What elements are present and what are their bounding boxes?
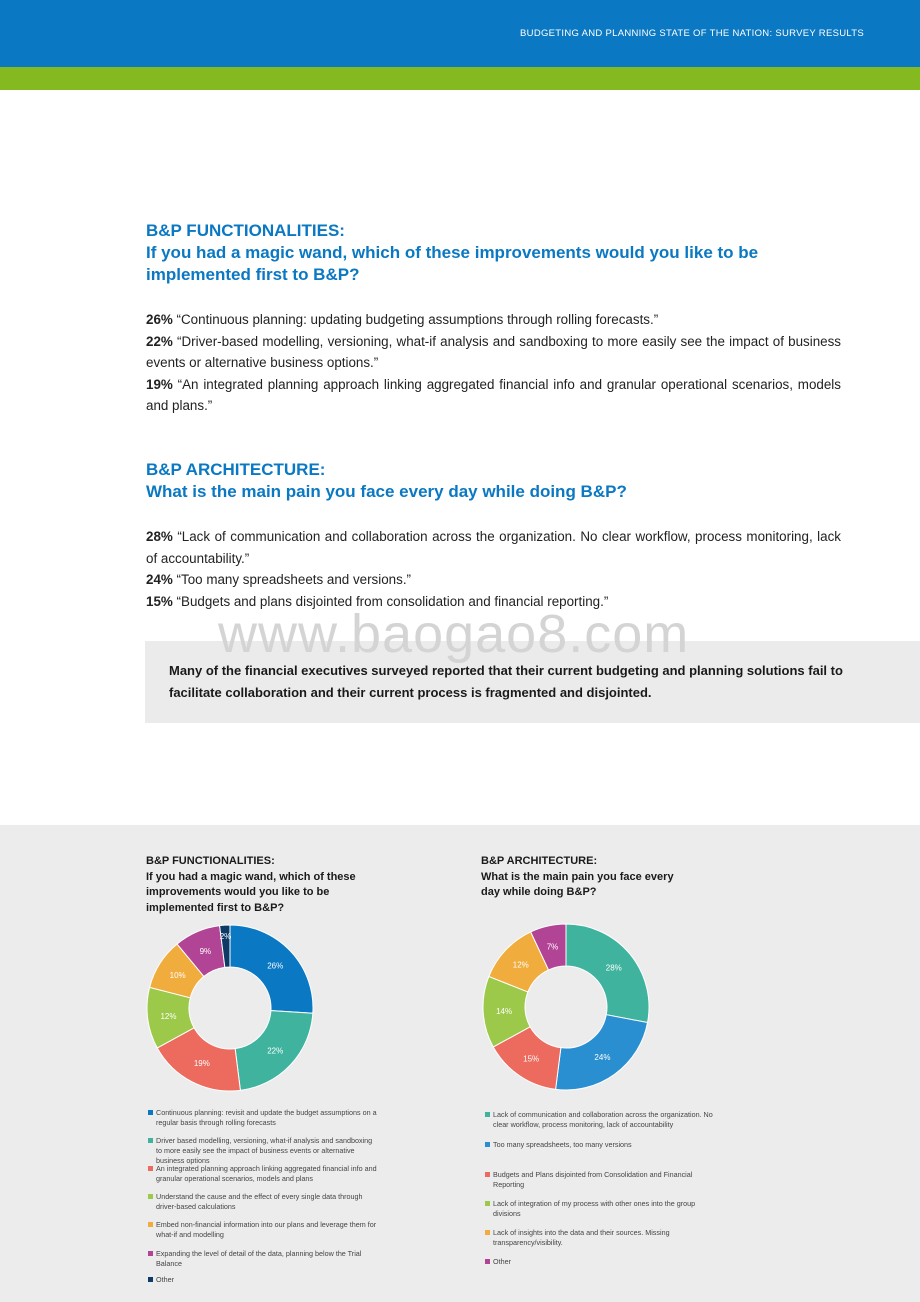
legend-item: [485, 1228, 715, 1248]
result-item: 22% “Driver-based modelling, versioning, what-if analysis and sandboxing to more easily see the impact of business events or alternative business options.”: [146, 333, 841, 371]
legend-swatch: [485, 1142, 490, 1147]
legend-label: Other: [493, 1257, 511, 1266]
slice-label: 10%: [169, 970, 186, 980]
slice-label: 22%: [267, 1046, 284, 1056]
functionalities-results: [146, 309, 841, 417]
legend-item: [148, 1275, 378, 1285]
slice-label: 19%: [193, 1059, 210, 1069]
functionalities-heading: B&P FUNCTIONALITIES:: [146, 221, 345, 240]
legend-label: Other: [156, 1275, 174, 1284]
legend-label: Embed non-financial information into our plans and leverage them for what-if and modelling: [156, 1220, 377, 1239]
charts-panel: [0, 825, 920, 1302]
legend-label: Lack of insights into the data and their sources. Missing transparency/visibility.: [493, 1228, 670, 1247]
watermark: www.baogao8.com: [218, 604, 690, 664]
slice-label: 2%: [219, 932, 232, 942]
legend-swatch: [148, 1277, 153, 1282]
legend-item: [485, 1170, 715, 1190]
legend-swatch: [148, 1138, 153, 1143]
document-title: BUDGETING AND PLANNING STATE OF THE NATION: SURVEY RESULTS: [520, 28, 864, 39]
slice-label: 12%: [512, 960, 529, 970]
functionalities-heading-block: [146, 220, 846, 286]
slice-label: 28%: [605, 963, 622, 973]
slice-label: 12%: [160, 1011, 177, 1021]
slice-label: 15%: [523, 1054, 540, 1064]
legend-swatch: [148, 1194, 153, 1199]
legend-item: [485, 1199, 715, 1219]
result-item: 24% “Too many spreadsheets and versions.”: [146, 572, 411, 588]
chart-1-donut: [146, 924, 314, 1092]
legend-label: An integrated planning approach linking aggregated financial info and granular operational scenarios, models and plans: [156, 1164, 377, 1183]
legend-item: [485, 1110, 715, 1130]
legend-swatch: [485, 1230, 490, 1235]
chart-2-title-block: [481, 854, 681, 901]
result-item: 15% “Budgets and plans disjointed from consolidation and financial reporting.”: [146, 593, 609, 609]
legend-item: [485, 1257, 715, 1267]
donut-slice: [566, 924, 649, 1023]
accent-bar: [0, 67, 920, 90]
callout-text: Many of the financial executives surveyed reported that their current budgeting and planning solutions fail to facilitate collaboration and their current process is fragmented and disjointed.: [169, 663, 843, 700]
slice-label: 24%: [594, 1053, 611, 1063]
legend-swatch: [148, 1251, 153, 1256]
chart-2-title: B&P ARCHITECTURE:: [481, 855, 598, 867]
legend-item: [148, 1108, 378, 1128]
legend-item: [148, 1192, 378, 1212]
legend-label: Expanding the level of detail of the data, planning below the Trial Balance: [156, 1249, 362, 1268]
legend-label: Driver based modelling, versioning, what-if analysis and sandboxing to more easily see the impact of business events or alternative business options: [156, 1136, 373, 1165]
legend-label: Lack of communication and collaboration across the organization. No clear workflow, process monitoring, lack of accountability: [493, 1110, 713, 1129]
chart-1-title-block: [146, 854, 361, 916]
result-item: 19% “An integrated planning approach linking aggregated financial info and granular operational scenarios, models and plans.”: [146, 376, 841, 414]
chart-2-subtitle: What is the main pain you face every day while doing B&P?: [481, 870, 674, 898]
legend-label: Budgets and Plans disjointed from Consolidation and Financial Reporting: [493, 1170, 693, 1189]
legend-item: [148, 1136, 378, 1165]
slice-label: 9%: [199, 947, 212, 957]
legend-swatch: [485, 1201, 490, 1206]
architecture-results: [146, 526, 841, 612]
slice-label: 26%: [267, 961, 284, 971]
legend-item: [485, 1140, 715, 1150]
chart-1-subtitle: If you had a magic wand, which of these improvements would you like to be implemented first to B&P?: [146, 870, 356, 914]
legend-swatch: [148, 1110, 153, 1115]
chart-1-title: B&P FUNCTIONALITIES:: [146, 855, 275, 867]
slice-label: 7%: [546, 942, 559, 952]
legend-label: Understand the cause and the effect of every single data through driver-based calculations: [156, 1192, 363, 1211]
header-bar: [0, 0, 920, 67]
legend-swatch: [148, 1166, 153, 1171]
legend-swatch: [485, 1259, 490, 1264]
architecture-question: What is the main pain you face every day while doing B&P?: [146, 482, 627, 501]
chart-2-donut: [482, 923, 650, 1091]
result-item: 26% “Continuous planning: updating budgeting assumptions through rolling forecasts.”: [146, 312, 659, 327]
legend-item: [148, 1249, 378, 1269]
legend-label: Too many spreadsheets, too many versions: [493, 1140, 632, 1149]
legend-swatch: [485, 1172, 490, 1177]
result-item: 28% “Lack of communication and collaboration across the organization. No clear workflow, process monitoring, lack of accountability.”: [146, 529, 841, 566]
legend-label: Continuous planning: revisit and update the budget assumptions on a regular basis through rolling forecasts: [156, 1108, 377, 1127]
legend-item: [148, 1220, 378, 1240]
legend-label: Lack of integration of my process with other ones into the group divisions: [493, 1199, 696, 1218]
architecture-heading: B&P ARCHITECTURE:: [146, 460, 326, 479]
legend-swatch: [485, 1112, 490, 1117]
functionalities-question: If you had a magic wand, which of these improvements would you like to be implemented first to B&P?: [146, 243, 759, 284]
architecture-heading-block: [146, 459, 846, 503]
legend-swatch: [148, 1222, 153, 1227]
slice-label: 14%: [496, 1006, 513, 1016]
legend-item: [148, 1164, 378, 1184]
